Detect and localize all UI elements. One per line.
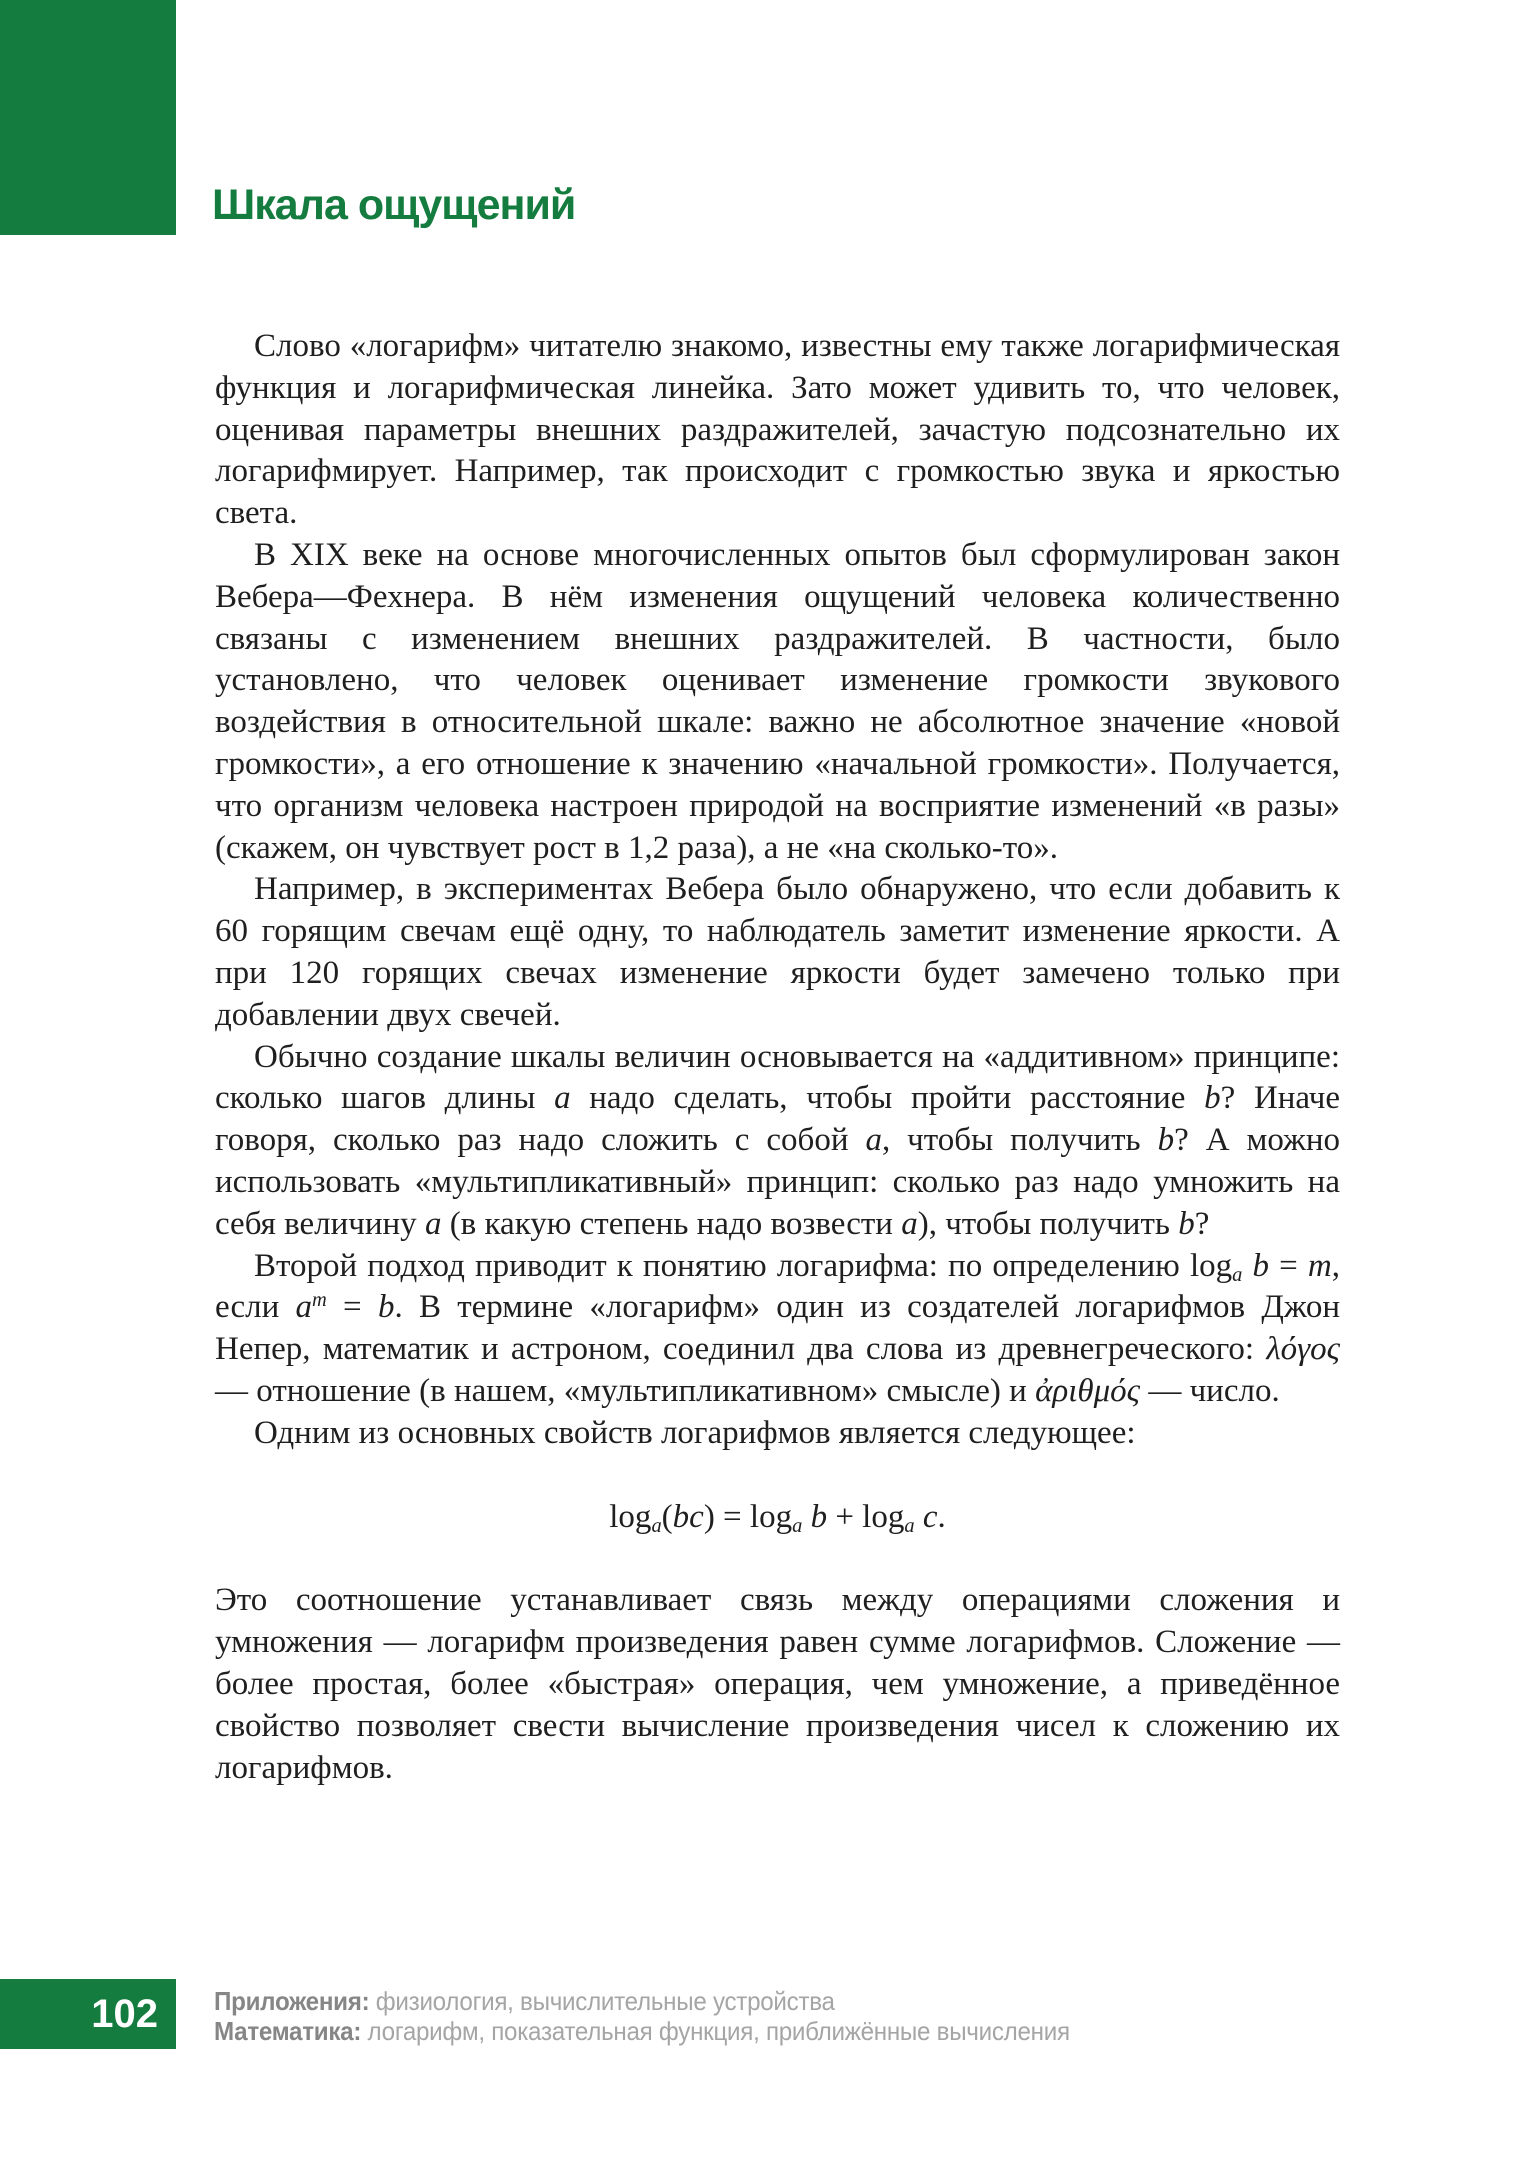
footer-line-mathematics: [214, 2016, 1070, 2046]
page-title: Шкала ощущений: [212, 181, 576, 229]
paragraph: Это соотношение устанавливает связь между операциями сложения и умножения — логарифм произведения равен сумме логарифмов. Сложение — более простая, более «быстрая» операция, чем умножение, а приведённое свойство позволяет свести вычисление произведения чисел к сложению их логарифмов.: [215, 1582, 1340, 1786]
footer-text-applications: физиология, вычислительные устройства: [369, 1986, 835, 2016]
log-product-formula: $\log_a(bc) = \log_a b + \log_a c$.: [609, 1498, 946, 1537]
paragraph: Обычно создание шкалы величин основывается на «аддитивном» принципе: сколько шагов длины a надо сделать, чтобы пройти расстояние b? Иначе говоря, сколько раз надо сложить с собой a, чтобы получить b? А можно использовать «мультипликативный» принцип: сколько раз надо умножить на себя величину a (в какую степень надо возвести a), чтобы получить b?: [215, 1038, 1341, 1242]
footer-line-applications: [214, 1986, 1070, 2016]
paragraph: Второй подход приводит к понятию логарифма: по определению $\log_a b = m$, если $a^m = b$. В термине «логарифм» один из создателей логарифмов Джон Непер, математик и астроном, соединил два слова из древнегреческого: λόγος — отношение (в нашем, «мультипликативном» смысле) и ἀριθμός — число.: [215, 1247, 1341, 1409]
paragraph: Слово «логарифм» читателю знакомо, известны ему также логарифмическая функция и логарифмическая линейка. Зато может удивить то, что человек, оценивая параметры внешних раздражителей, зачастую подсознательно их логарифмирует. Например, так происходит с громкостью звука и яркостью света.: [215, 328, 1340, 532]
paragraph: Одним из основных свойств логарифмов является следующее:: [254, 1414, 1136, 1451]
footer-topic-index: [214, 1986, 1070, 2046]
footer-label-applications: Приложения:: [214, 1986, 370, 2016]
chapter-color-tab-top: [0, 0, 176, 235]
page-number: 102: [91, 1992, 158, 2036]
footer-text-mathematics: логарифм, показательная функция, приближённые вычисления: [361, 2016, 1070, 2046]
footer-label-mathematics: Математика:: [214, 2016, 362, 2046]
page-number-block: [0, 1979, 176, 2049]
paragraph: Например, в экспериментах Вебера было обнаружено, что если добавить к 60 горящим свечам ещё одну, то наблюдатель заметит изменение яркости. А при 120 горящих свечах изменение яркости будет замечено только при добавлении двух свечей.: [215, 871, 1340, 1033]
article-body: [215, 326, 1340, 1789]
paragraph: В XIX веке на основе многочисленных опытов был сформулирован закон Вебера—Фехнера. В нём изменения ощущений человека количественно связаны с изменением внешних раздражителей. В частности, было установлено, что человек оценивает изменение громкости звукового воздействия в относительной шкале: важно не абсолютное значение «новой громкости», а его отношение к значению «начальной громкости». Получается, что организм человека настроен природой на восприятие изменений «в разы» (скажем, он чувствует рост в 1,2 раза), а не «на сколько-то».: [215, 536, 1340, 866]
